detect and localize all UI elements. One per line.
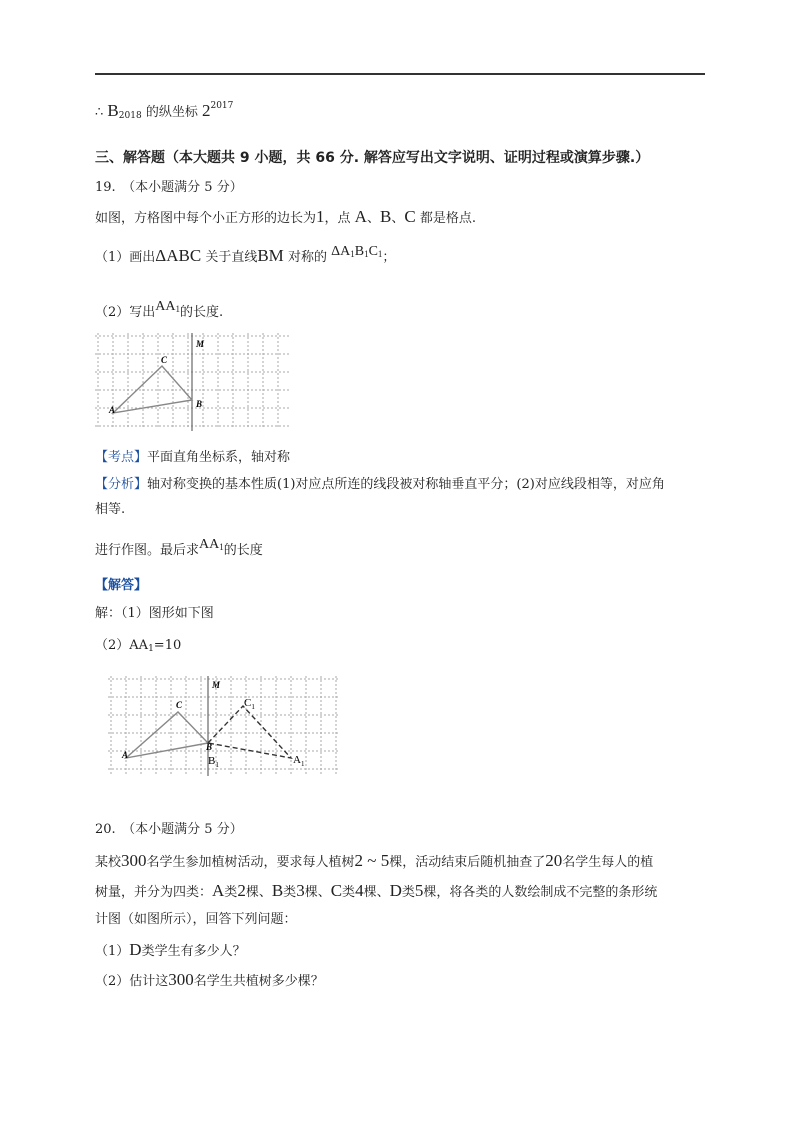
stem-text: ，点 [324, 211, 351, 226]
solution-text: （2）AA [95, 638, 149, 653]
fenxi-text: 进行作图。最后求 [95, 543, 200, 558]
label-b: B [196, 399, 203, 409]
jieda-tag: 【解答】 [95, 578, 148, 593]
num-2: 2 [237, 881, 246, 900]
q20-text: 棵、 [304, 885, 331, 900]
segment-aa1: $AA_1$ [199, 537, 224, 552]
line-bm: BM [257, 246, 284, 265]
fenxi-line-2: 相等. [95, 502, 126, 517]
part-end: ； [382, 250, 396, 265]
part-label: （1）画出 [95, 250, 156, 265]
label-c1: $C_1$ [244, 697, 255, 711]
separator: 、 [391, 211, 405, 226]
grid-lines [95, 333, 291, 429]
label-a: A [109, 405, 116, 415]
class-d: D [389, 881, 402, 900]
power-exponent: 2017 [210, 101, 234, 111]
solution-line-1: 解：（1）图形如下图 [95, 606, 214, 621]
class-c: C [330, 881, 343, 900]
fenxi-line-3 [95, 537, 263, 559]
therefore-line [95, 101, 233, 122]
label-m: M [196, 339, 205, 349]
triangle-abc [126, 712, 208, 758]
header-rule [95, 73, 705, 75]
q19-header: 19. （本小题满分 5 分） [95, 180, 243, 195]
stem-text: 如图，方格图中每个小正方形的边长为 [95, 211, 317, 226]
section-title: 三、解答题（本大题共 9 小题，共 66 分. 解答应写出文字说明、证明过程或演算步骤.） [95, 150, 650, 166]
fenxi-text: 轴对称变换的基本性质(1)对应点所连的线段被对称轴垂直平分；(2)对应线段相等，对应角 [147, 477, 665, 492]
class-a: A [212, 881, 225, 900]
grid-figure-1 [95, 333, 293, 433]
part-label: （1） [95, 944, 130, 959]
label-b: B [206, 742, 213, 752]
point-a: A [354, 207, 367, 226]
tree-range: 2 ~ 5 [354, 851, 390, 870]
part-text: 对称的 [287, 250, 327, 265]
solution-line-2 [95, 638, 181, 655]
triangle-a1b1c1: $\Delta A_1B_1C_1$ [331, 244, 383, 259]
num-3: 3 [296, 881, 305, 900]
label-b1: $B_1$ [208, 755, 219, 769]
q20-text: 名学生每人的植 [562, 855, 654, 870]
b-symbol: B [107, 101, 119, 120]
fenxi-text: 的长度 [223, 543, 263, 558]
q20-text: 类 [283, 885, 297, 900]
solution-value: =10 [153, 638, 182, 653]
kaodian-text: 平面直角坐标系，轴对称 [147, 450, 291, 465]
student-count: 300 [168, 970, 194, 989]
q19-stem [95, 207, 476, 227]
q20-text: 树量，并分为四类： [95, 885, 213, 900]
part-text: 类学生有多少人？ [141, 944, 246, 959]
q20-text: 类 [401, 885, 415, 900]
b-subscript: 2018 [118, 111, 142, 121]
separator: 、 [366, 211, 380, 226]
grid-lines [108, 676, 340, 774]
part-text: 关于直线 [205, 250, 258, 265]
solution-subscript: 1 [148, 644, 154, 654]
q20-text: 棵，将各类的人数绘制成不完整的条形统 [423, 885, 658, 900]
q20-part1 [95, 940, 246, 960]
sample-count: 20 [545, 851, 563, 870]
part-text: 名学生共植树多少棵？ [193, 974, 324, 989]
triangle-a1b1c1 [208, 706, 291, 758]
q20-text: 棵、 [363, 885, 390, 900]
q20-text: 类 [224, 885, 238, 900]
q20-text: 类 [342, 885, 356, 900]
point-b: B [379, 207, 392, 226]
ordinate-text: 的纵坐标 [145, 105, 198, 120]
point-c: C [404, 207, 416, 226]
q20-text: 名学生参加植树活动，要求每人植树 [146, 855, 355, 870]
q19-part2 [95, 299, 223, 321]
power-base: 2 [201, 101, 211, 120]
num-5: 5 [414, 881, 424, 900]
unit-length: 1 [316, 207, 325, 226]
segment-aa1: $AA_1$ [155, 299, 181, 314]
label-a1: $A_1$ [293, 754, 305, 768]
num-4: 4 [355, 881, 364, 900]
label-m: M [212, 680, 221, 690]
kaodian-line [95, 450, 290, 466]
q20-line-1 [95, 851, 653, 871]
part-label: （2）估计这 [95, 974, 169, 989]
part-text: 的长度. [180, 305, 224, 320]
student-count: 300 [121, 851, 147, 870]
q20-header: 20. （本小题满分 5 分） [95, 822, 243, 837]
grid-figure-2 [108, 676, 344, 778]
part-label: （2）写出 [95, 305, 156, 320]
q20-line-2 [95, 881, 657, 901]
q20-text: 棵，活动结束后随机抽查了 [389, 855, 546, 870]
triangle-abc: ΔABC [155, 246, 202, 265]
q20-text: 棵、 [245, 885, 272, 900]
q20-text: 某校 [95, 855, 122, 870]
label-a: A [122, 750, 129, 760]
class-b: B [271, 881, 284, 900]
class-d: D [129, 940, 142, 959]
kaodian-tag: 【考点】 [95, 450, 148, 465]
label-c: C [176, 700, 183, 710]
q20-line-3: 计图（如图所示），回答下列问题： [95, 912, 297, 927]
q19-part1 [95, 244, 395, 266]
fenxi-line [95, 477, 665, 493]
therefore-symbol: ∴ [95, 105, 104, 120]
label-c: C [161, 355, 168, 365]
q20-part2 [95, 970, 324, 990]
stem-text: 都是格点. [419, 211, 476, 226]
fenxi-tag: 【分析】 [95, 477, 148, 492]
